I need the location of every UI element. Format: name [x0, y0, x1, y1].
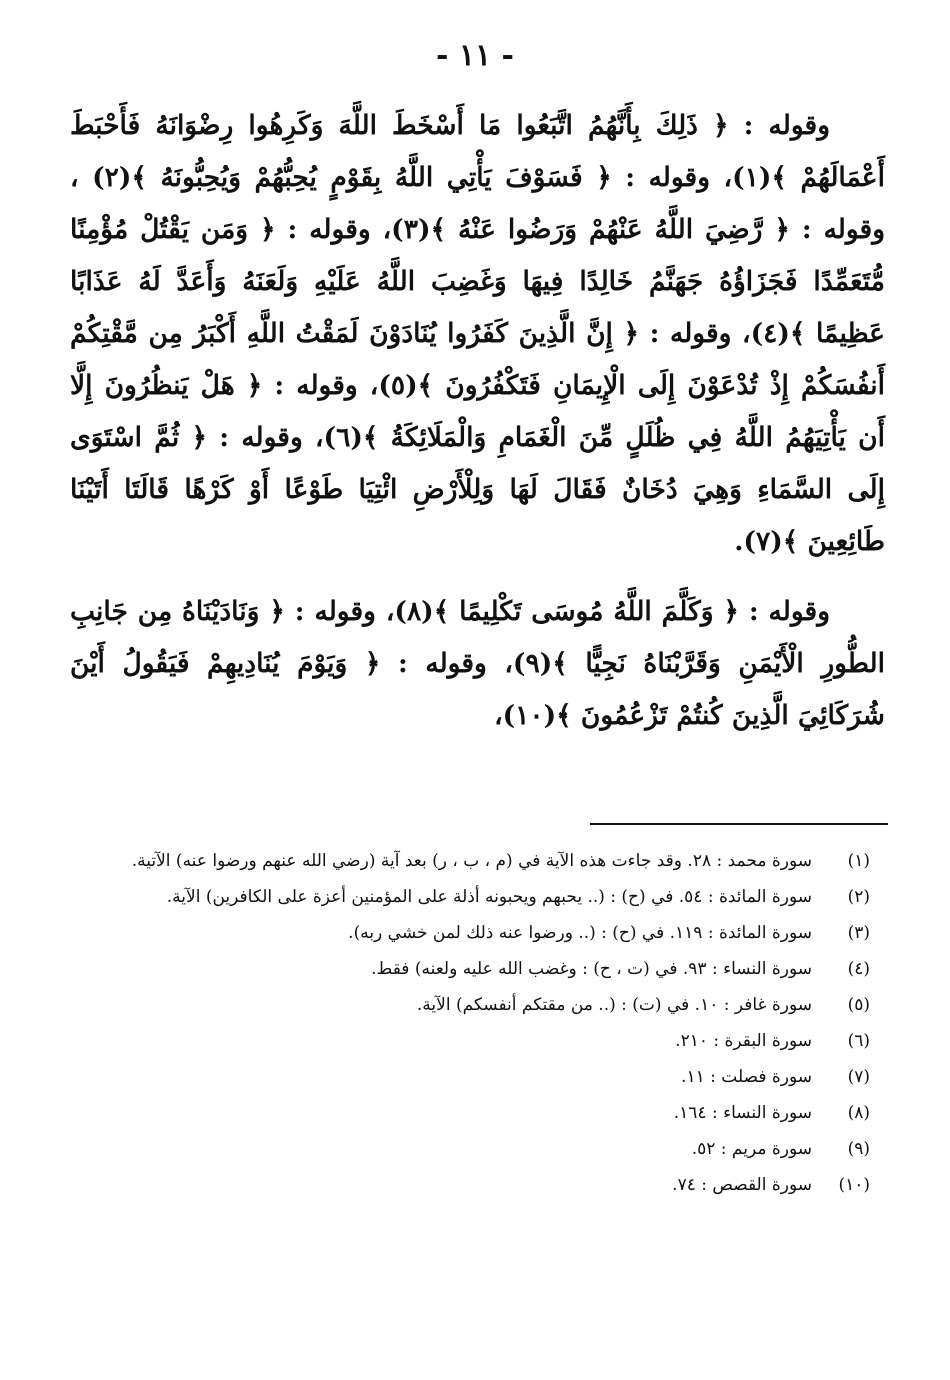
footnote-number: (٤) [847, 959, 870, 979]
footnote-text: سورة محمد : ٢٨. وقد جاءت هذه الآية في (م ، ب ، ر) بعد آية (رضي الله عنهم ورضوا عنه) الآتية. [131, 851, 812, 871]
footnote-number: (٨) [847, 1103, 870, 1123]
footnote-separator [590, 823, 888, 825]
footnote-item [70, 1097, 870, 1130]
footnote-item [70, 1169, 870, 1202]
footnote-text: سورة النساء : ٩٣. في (ت ، ح) : وغضب الله عليه ولعنه) فقط. [371, 959, 812, 979]
main-text [70, 100, 885, 742]
page-number: - ١١ - [435, 38, 515, 73]
footnotes [70, 845, 870, 1205]
paragraph: وقوله : ﴿ وَكَلَّمَ اللَّهُ مُوسَى تَكْلِيمًا ﴾(٨)، وقوله : ﴿ وَنَادَيْنَاهُ مِن جَانِبِ الطُّورِ الْأَيْمَنِ وَقَرَّبْنَاهُ نَجِيًّا ﴾(٩)، وقوله : ﴿ وَيَوْمَ يُنَادِيهِمْ فَيَقُولُ أَيْنَ شُرَكَائِيَ الَّذِينَ كُنتُمْ تَزْعُمُونَ ﴾(١٠)، [70, 596, 885, 731]
footnote-number: (٧) [847, 1067, 870, 1087]
footnote-number: (٣) [847, 923, 870, 943]
footnote-number: (١٠) [838, 1175, 870, 1195]
footnote-item [70, 845, 870, 878]
footnote-text: سورة غافر : ١٠. في (ت) : (.. من مقتكم أنفسكم) الآية. [416, 995, 812, 1015]
footnote-item [70, 953, 870, 986]
footnote-text: سورة المائدة : ١١٩. في (ح) : (.. ورضوا عنه ذلك لمن خشي ربه). [348, 923, 812, 943]
paragraph: وقوله : ﴿ ذَلِكَ بِأَنَّهُمُ اتَّبَعُوا مَا أَسْخَطَ اللَّهَ وَكَرِهُوا رِضْوَانَهُ فَأَحْبَطَ أَعْمَالَهُمْ ﴾(١)، وقوله : ﴿ فَسَوْفَ يَأْتِي اللَّهُ بِقَوْمٍ يُحِبُّهُمْ وَيُحِبُّونَهُ ﴾(٢) ، وقوله : ﴿ رَّضِيَ اللَّهُ عَنْهُمْ وَرَضُوا عَنْهُ ﴾(٣)، وقوله : ﴿ وَمَن يَقْتُلْ مُؤْمِنًا مُّتَعَمِّدًا فَجَزَاؤُهُ جَهَنَّمُ خَالِدًا فِيهَا وَغَضِبَ اللَّهُ عَلَيْهِ وَلَعَنَهُ وَأَعَدَّ لَهُ عَذَابًا عَظِيمًا ﴾(٤)، وقوله : ﴿ إِنَّ الَّذِينَ كَفَرُوا يُنَادَوْنَ لَمَقْتُ اللَّهِ أَكْبَرُ مِن مَّقْتِكُمْ أَنفُسَكُمْ إِذْ تُدْعَوْنَ إِلَى الْإِيمَانِ فَتَكْفُرُونَ ﴾(٥)، وقوله : ﴿ هَلْ يَنظُرُونَ إِلَّا أَن يَأْتِيَهُمُ اللَّهُ فِي ظُلَلٍ مِّنَ الْغَمَامِ وَالْمَلَائِكَةُ ﴾(٦)، وقوله : ﴿ ثُمَّ اسْتَوَى إِلَى السَّمَاءِ وَهِيَ دُخَانٌ فَقَالَ لَهَا وَلِلْأَرْضِ ائْتِيَا طَوْعًا أَوْ كَرْهًا قَالَتَا أَتَيْنَا طَائِعِينَ ﴾(٧). [70, 110, 886, 557]
footnote-item [70, 917, 870, 950]
footnote-item [70, 881, 870, 914]
footnote-number: (٩) [847, 1139, 870, 1159]
footnote-text: سورة فصلت : ١١. [681, 1067, 812, 1087]
footnote-text: سورة القصص : ٧٤. [672, 1175, 812, 1195]
footnote-number: (١) [847, 851, 870, 871]
footnote-number: (٦) [847, 1031, 870, 1051]
footnote-text: سورة البقرة : ٢١٠. [675, 1031, 812, 1051]
footnote-text: سورة المائدة : ٥٤. في (ح) : (.. يحبهم ويحبونه أذلة على المؤمنين أعزة على الكافرين) الآية. [166, 887, 812, 907]
footnote-item [70, 1025, 870, 1058]
footnote-number: (٢) [847, 887, 870, 907]
footnote-text: سورة مريم : ٥٢. [691, 1139, 812, 1159]
footnote-text: سورة النساء : ١٦٤. [673, 1103, 812, 1123]
footnote-item [70, 1061, 870, 1094]
footnote-number: (٥) [847, 995, 870, 1015]
footnote-item [70, 989, 870, 1022]
footnote-item [70, 1133, 870, 1166]
